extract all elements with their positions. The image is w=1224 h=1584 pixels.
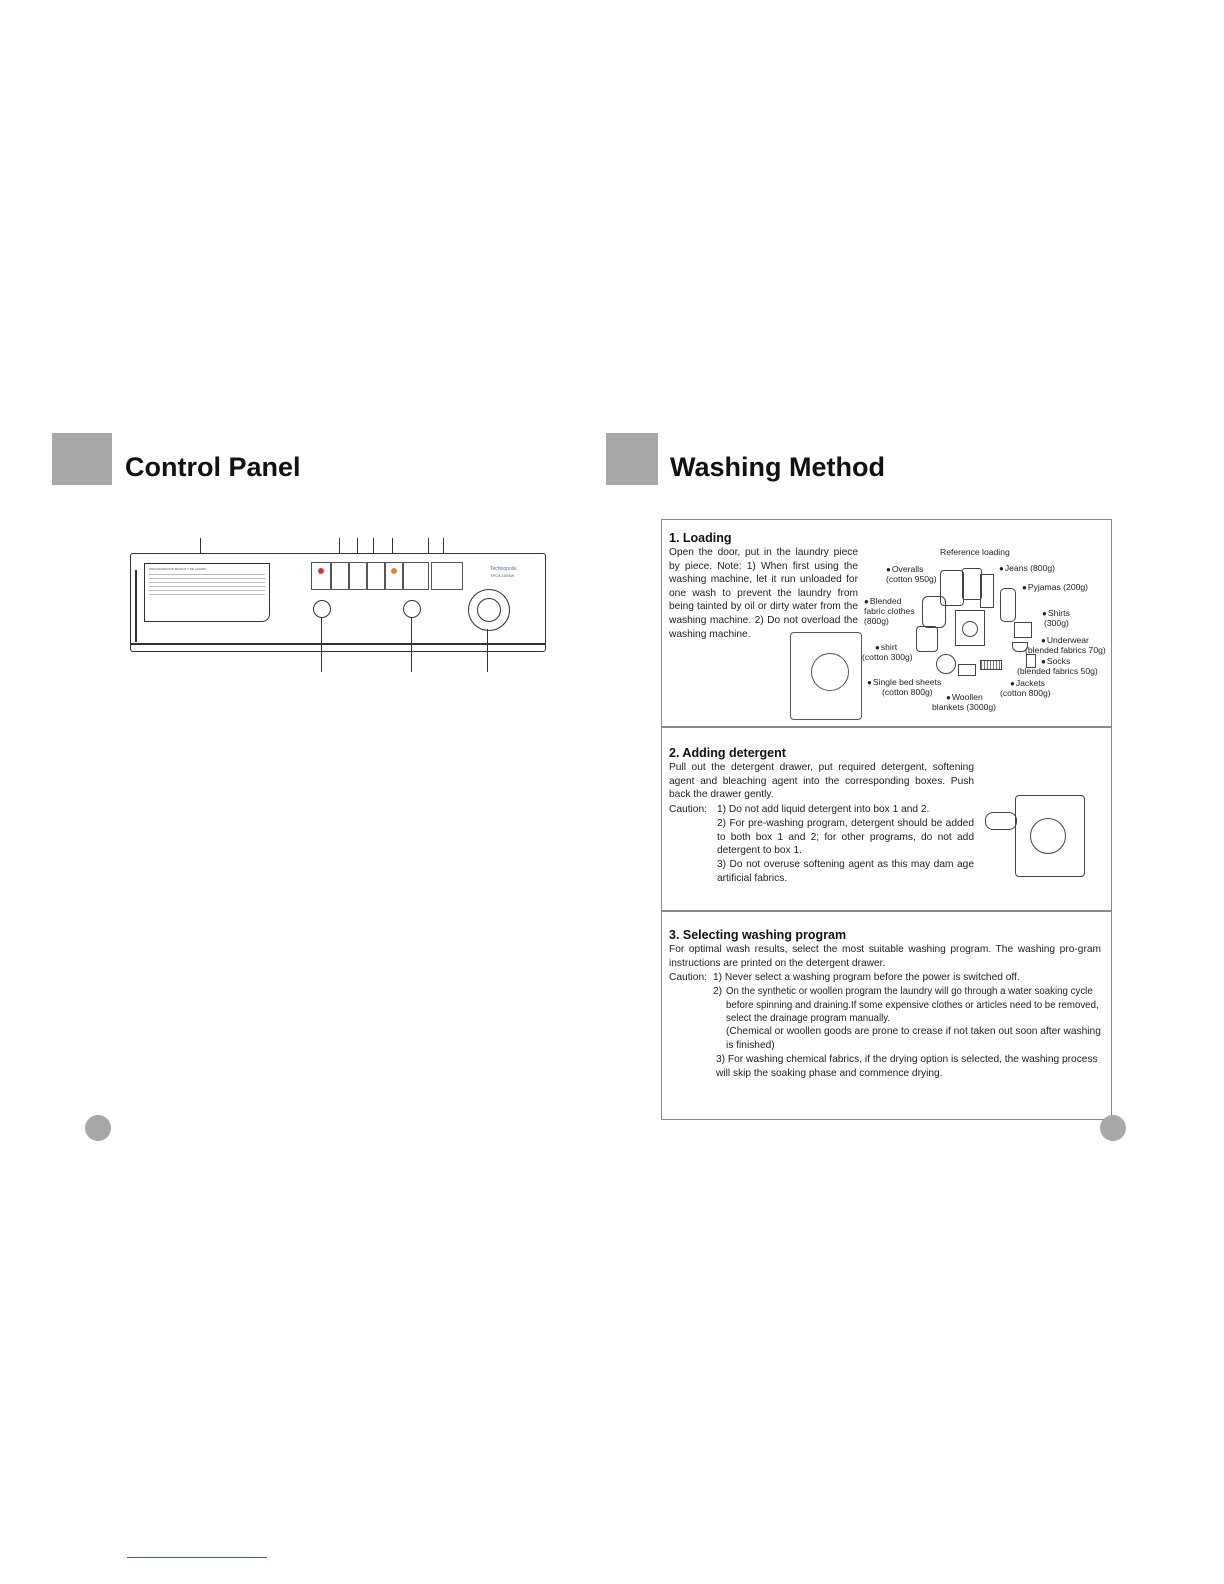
program-table-lines <box>149 574 265 598</box>
jacket-icon <box>936 654 956 674</box>
label-shirt-weight: (cotton 300g) <box>862 652 913 662</box>
label-bedsheets: ● Single bed sheets <box>867 677 941 688</box>
machine-body-icon <box>1015 795 1085 877</box>
panel-bottom-line <box>130 643 546 645</box>
program-text: For optimal wash results, select the most suitable washing program. The washing pro-gram instructions are printed on the detergent drawer. <box>669 944 1101 969</box>
label-woollen-weight: blankets (3000g) <box>932 702 997 712</box>
temperature-button[interactable] <box>385 562 403 590</box>
detergent-caution-3: 3) Do not overuse softening agent as this may dam age artificial fabrics. <box>717 859 974 884</box>
detergent-drawer <box>144 563 270 622</box>
label-bedsheets-weight: (cotton 800g) <box>882 687 933 697</box>
label-blended: ● Blended <box>864 596 901 607</box>
loading-instruction: Open the door, put in the laundry piece by piece. <box>669 547 858 572</box>
callout-line <box>487 629 488 672</box>
section-heading-loading: 1. Loading <box>669 531 732 545</box>
label-overalls-weight: (cotton 950g) <box>886 574 937 584</box>
panel-left-edge <box>135 570 137 642</box>
label-woollen: ● Woollen <box>946 692 983 703</box>
label-pyjamas: ● Pyjamas (200g) <box>1022 582 1088 593</box>
left-page-number-dot <box>85 1115 111 1141</box>
section-divider <box>661 910 1112 912</box>
section-divider <box>661 726 1112 728</box>
reference-loading-title: Reference loading <box>940 547 1010 557</box>
page-title-washing-method: Washing Method <box>670 452 885 482</box>
pyjamas-icon <box>1000 588 1016 622</box>
control-panel-illustration <box>130 530 550 675</box>
spin-button[interactable] <box>367 562 385 590</box>
footer-link-underline <box>127 1557 267 1558</box>
start-pause-button[interactable] <box>331 562 349 590</box>
machine-door-icon <box>1030 818 1066 854</box>
section-heading-detergent: 2. Adding detergent <box>669 746 786 760</box>
blended-clothes-icon <box>922 596 946 628</box>
label-socks: ● Socks <box>1041 656 1070 667</box>
temperature-indicator-icon <box>391 568 397 574</box>
left-knob[interactable] <box>313 600 331 618</box>
detergent-caution-2: 2) For pre-washing program, detergent should be added to both box 1 and 2; for other programs, do not add detergent to box 1. <box>717 818 974 857</box>
shirt-stack-icon <box>962 568 982 600</box>
label-jackets: ● Jackets <box>1010 678 1045 689</box>
power-icon <box>318 568 324 574</box>
shirts-icon <box>1014 622 1032 638</box>
callout-line <box>411 617 412 672</box>
right-title-block <box>606 433 658 485</box>
open-door-machine-icon <box>790 632 862 720</box>
right-page-number-dot <box>1100 1115 1126 1141</box>
program-table-heading: PROGRAMACION BASICO Y DE LAVADO <box>149 567 207 571</box>
section-heading-program: 3. Selecting washing program <box>669 928 847 942</box>
detergent-illustration <box>985 790 1095 880</box>
label-shirts-weight: (300g) <box>1044 618 1069 628</box>
label-overalls: ● Overalls <box>886 564 923 575</box>
prewash-button[interactable] <box>403 562 429 590</box>
label-socks-weight: (blended fabrics 50g) <box>1017 666 1098 676</box>
loading-note: Note: 1) When first using the washing machine, let it run unloaded for one wash to prevent the laundry from being tainted by oil or dirty water from the washing machine. 2) Do not overload the washing machine. <box>669 560 858 640</box>
program-dial-inner <box>477 598 501 622</box>
model-label: TPCA 1004W <box>490 573 515 578</box>
shirt-icon <box>916 626 938 652</box>
program-selector-button[interactable] <box>431 562 463 590</box>
middle-knob[interactable] <box>403 600 421 618</box>
label-underwear-weight: (blended fabrics 70g) <box>1025 645 1106 655</box>
detergent-caution-1: 1) Do not add liquid detergent into box 1 and 2. <box>717 804 930 815</box>
delay-button[interactable] <box>349 562 367 590</box>
label-shirt: ● shirt <box>875 642 897 653</box>
program-dial[interactable] <box>468 589 510 631</box>
label-shirts: ● Shirts <box>1042 608 1070 619</box>
left-title-block <box>52 433 112 485</box>
program-caution-3: 3) For washing chemical fabrics, if the drying option is selected, the washing process will skip the soaking phase and commence drying. <box>716 1054 1098 1079</box>
bed-sheets-icon <box>958 664 976 676</box>
program-caution-2-num: 2) <box>713 986 723 997</box>
jeans-icon <box>980 574 994 608</box>
program-caution-1: 1) Never select a washing program before the power is switched off. <box>713 972 1020 983</box>
machine-door-icon <box>811 653 849 691</box>
blankets-icon <box>980 660 1002 670</box>
label-blended-2: fabric clothes <box>864 606 915 616</box>
detergent-text: Pull out the detergent drawer, put required detergent, softening agent and bleaching agent into the corresponding boxes. Push back the drawer gently. <box>669 762 974 801</box>
program-caution-2b: (Chemical or woollen goods are prone to crease if not taken out soon after washing is finished) <box>726 1026 1101 1051</box>
power-button[interactable] <box>311 562 331 590</box>
label-blended-3: (800g) <box>864 616 889 626</box>
hand-icon <box>985 812 1017 830</box>
washing-machine-icon <box>955 610 985 646</box>
program-caution-label: Caution: <box>669 972 707 983</box>
washing-machine-door-icon <box>962 621 978 637</box>
label-jackets-weight: (cotton 800g) <box>1000 688 1051 698</box>
label-jeans: ● Jeans (800g) <box>999 563 1055 574</box>
label-underwear: ● Underwear <box>1041 635 1089 646</box>
detergent-caution-label: Caution: <box>669 804 707 815</box>
callout-line <box>321 617 322 672</box>
program-caution-2: On the synthetic or woollen program the laundry will go through a water soaking cycle before spinning and draining.If some expensive clothes or articles need to be removed, select the drainage program manually. <box>726 986 1099 1025</box>
brand-logo: Technopolis <box>490 566 517 572</box>
page-title-control-panel: Control Panel <box>125 452 301 482</box>
